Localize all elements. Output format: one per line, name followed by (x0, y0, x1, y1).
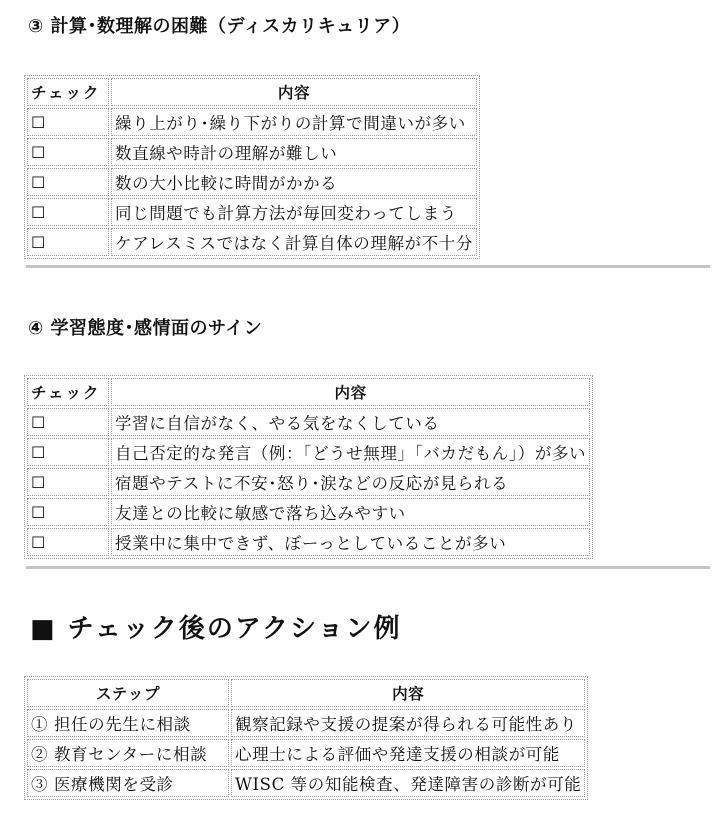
table-row (27, 528, 590, 556)
actions-table (24, 676, 588, 800)
checkbox[interactable]: ☐ (27, 228, 109, 256)
section4-checklist-table (24, 375, 593, 559)
checkbox[interactable]: ☐ (27, 408, 109, 436)
action-text: WISC 等の知能検査、発達障害の診断が可能 (231, 769, 585, 797)
item-text: 数直線や時計の理解が難しい (111, 138, 477, 166)
item-text: 同じ問題でも計算方法が毎回変わってしまう (111, 198, 477, 226)
table-row (27, 769, 585, 797)
section4-heading: ④ 学習態度･感情面のサイン (28, 318, 263, 339)
checkbox[interactable]: ☐ (27, 108, 109, 136)
table-row (27, 438, 590, 466)
step-text: ③ 医療機関を受診 (27, 769, 229, 797)
table-row (27, 739, 585, 767)
item-text: 学習に自信がなく、やる気をなくしている (111, 408, 590, 436)
item-text: 自己否定的な発言（例：「どうせ無理」「バカだもん」）が多い (111, 438, 590, 466)
table-header-row (27, 378, 590, 406)
item-text: 友達との比較に敏感で落ち込みやすい (111, 498, 590, 526)
step-column-header: ステップ (27, 679, 229, 707)
table-row (27, 198, 477, 226)
checkbox[interactable]: ☐ (27, 168, 109, 196)
table-header-row (27, 78, 477, 106)
content-column-header: 内容 (111, 78, 477, 106)
check-column-header: チェック (27, 378, 109, 406)
table-header-row (27, 679, 585, 707)
item-text: 授業中に集中できず、ぼーっとしていることが多い (111, 528, 590, 556)
action-text: 観察記録や支援の提案が得られる可能性あり (231, 709, 585, 737)
section-divider (26, 566, 710, 569)
action-text: 心理士による評価や発達支援の相談が可能 (231, 739, 585, 767)
table-row (27, 138, 477, 166)
item-text: 繰り上がり･繰り下がりの計算で間違いが多い (111, 108, 477, 136)
table-row (27, 468, 590, 496)
checkbox[interactable]: ☐ (27, 138, 109, 166)
content-column-header: 内容 (111, 378, 590, 406)
section3-checklist-table (24, 75, 480, 259)
table-row (27, 228, 477, 256)
section-divider (26, 265, 710, 268)
check-column-header: チェック (27, 78, 109, 106)
checkbox[interactable]: ☐ (27, 498, 109, 526)
table-row (27, 709, 585, 737)
table-row (27, 408, 590, 436)
step-text: ② 教育センターに相談 (27, 739, 229, 767)
checkbox[interactable]: ☐ (27, 468, 109, 496)
table-row (27, 498, 590, 526)
checkbox[interactable]: ☐ (27, 438, 109, 466)
content-column-header: 内容 (231, 679, 585, 707)
table-row (27, 168, 477, 196)
checkbox[interactable]: ☐ (27, 198, 109, 226)
actions-heading: ■ チェック後のアクション例 (30, 614, 402, 644)
checkbox[interactable]: ☐ (27, 528, 109, 556)
item-text: 数の大小比較に時間がかかる (111, 168, 477, 196)
item-text: ケアレスミスではなく計算自体の理解が不十分 (111, 228, 477, 256)
item-text: 宿題やテストに不安･怒り･涙などの反応が見られる (111, 468, 590, 496)
step-text: ① 担任の先生に相談 (27, 709, 229, 737)
table-row (27, 108, 477, 136)
section3-heading: ③ 計算･数理解の困難（ディスカリキュリア） (28, 16, 411, 37)
